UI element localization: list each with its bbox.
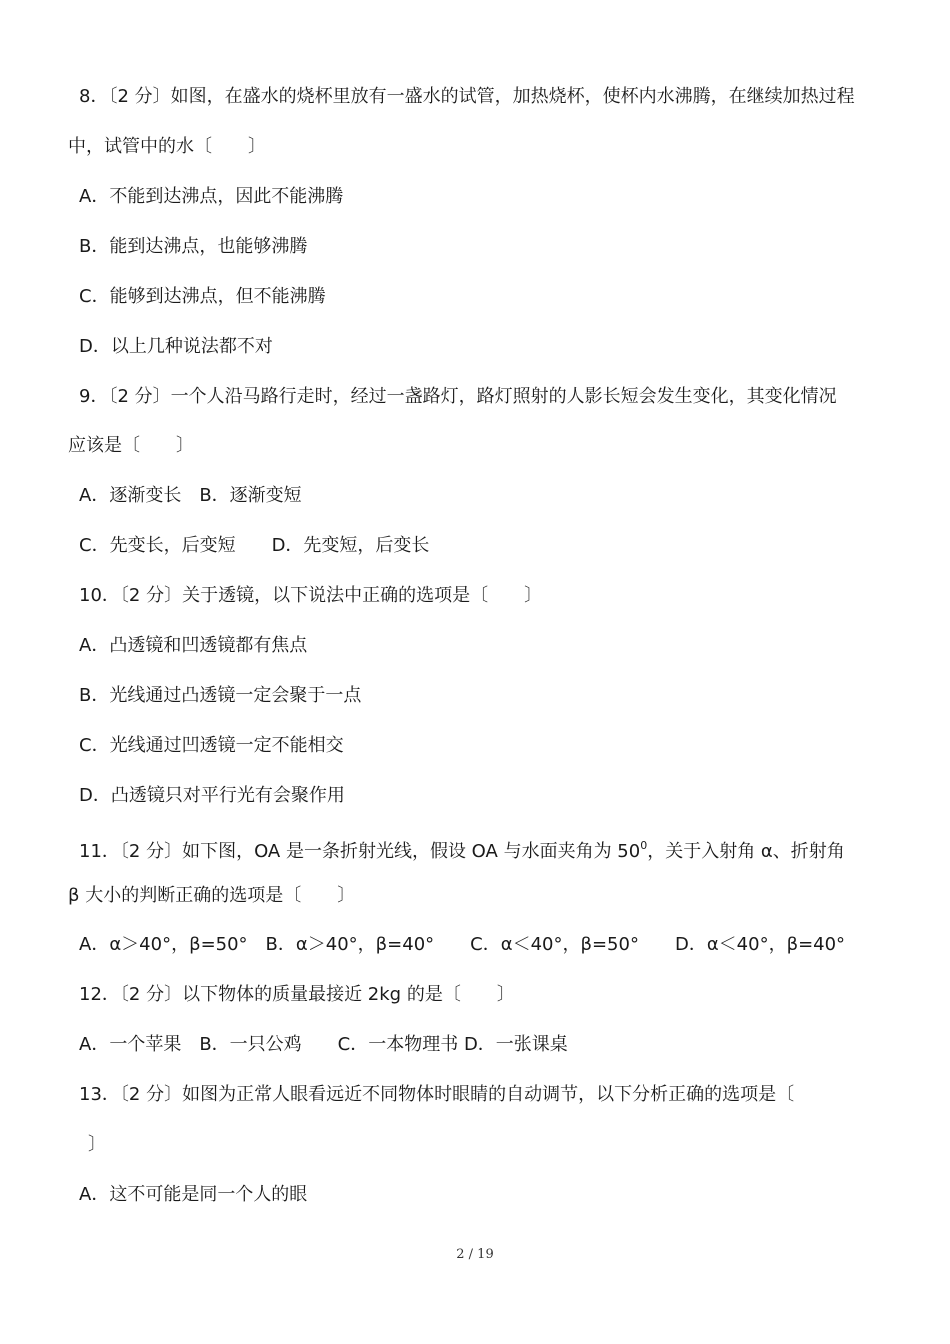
q10-stem: 10．〔2 分〕关于透镜，以下说法中正确的选项是〔 〕 xyxy=(79,585,543,606)
q12-options: A．一个苹果 B．一只公鸡 C．一本物理书 D．一张课桌 xyxy=(79,1034,568,1055)
q8-option-c: C．能够到达沸点，但不能沸腾 xyxy=(79,286,326,307)
q11-degree-superscript: 0 xyxy=(640,839,648,852)
q13-stem-line2: 〕 xyxy=(88,1134,106,1155)
q11-stem-line1-post: ，关于入射角 α、折射角 xyxy=(647,841,845,862)
q11-options: A．α＞40°，β=50° B．α＞40°，β=40° C．α＜40°，β=50° D．α＜40°，β=40° xyxy=(79,934,846,955)
q8-option-a: A．不能到达沸点，因此不能沸腾 xyxy=(79,186,344,207)
q10-option-b: B．光线通过凸透镜一定会聚于一点 xyxy=(79,685,362,706)
q9-options-ab: A．逐渐变长 B．逐渐变短 xyxy=(79,485,302,506)
q9-options-cd: C．先变长，后变短 D．先变短，后变长 xyxy=(79,535,430,556)
q9-stem-line2: 应该是〔 〕 xyxy=(68,435,194,456)
q10-option-a: A．凸透镜和凹透镜都有焦点 xyxy=(79,635,308,656)
q8-option-d: D．以上几种说法都不对 xyxy=(79,336,273,357)
q11-stem-line1 xyxy=(79,834,845,862)
q10-option-d: D．凸透镜只对平行光有会聚作用 xyxy=(79,785,345,806)
page-number: 2 / 19 xyxy=(456,1247,494,1262)
q11-stem-line2: β 大小的判断正确的选项是〔 〕 xyxy=(68,885,356,906)
q12-stem: 12．〔2 分〕以下物体的质量最接近 2kg 的是〔 〕 xyxy=(79,984,515,1005)
q10-option-c: C．光线通过凹透镜一定不能相交 xyxy=(79,735,344,756)
q8-option-b: B．能到达沸点，也能够沸腾 xyxy=(79,236,308,257)
q13-option-a: A．这不可能是同一个人的眼 xyxy=(79,1184,308,1205)
q8-stem-line2: 中，试管中的水〔 〕 xyxy=(68,136,266,157)
q13-stem-line1: 13．〔2 分〕如图为正常人眼看远近不同物体时眼睛的自动调节，以下分析正确的选项是〔 xyxy=(79,1084,795,1105)
q8-stem-line1: 8．〔2 分〕如图，在盛水的烧杯里放有一盛水的试管，加热烧杯，使杯内水沸腾，在继续加热过程 xyxy=(79,86,855,107)
q9-stem-line1: 9．〔2 分〕一个人沿马路行走时，经过一盏路灯，路灯照射的人影长短会发生变化，其变化情况 xyxy=(79,386,837,407)
q11-stem-line1-pre: 11．〔2 分〕如下图，OA 是一条折射光线，假设 OA 与水面夹角为 50 xyxy=(79,841,641,862)
